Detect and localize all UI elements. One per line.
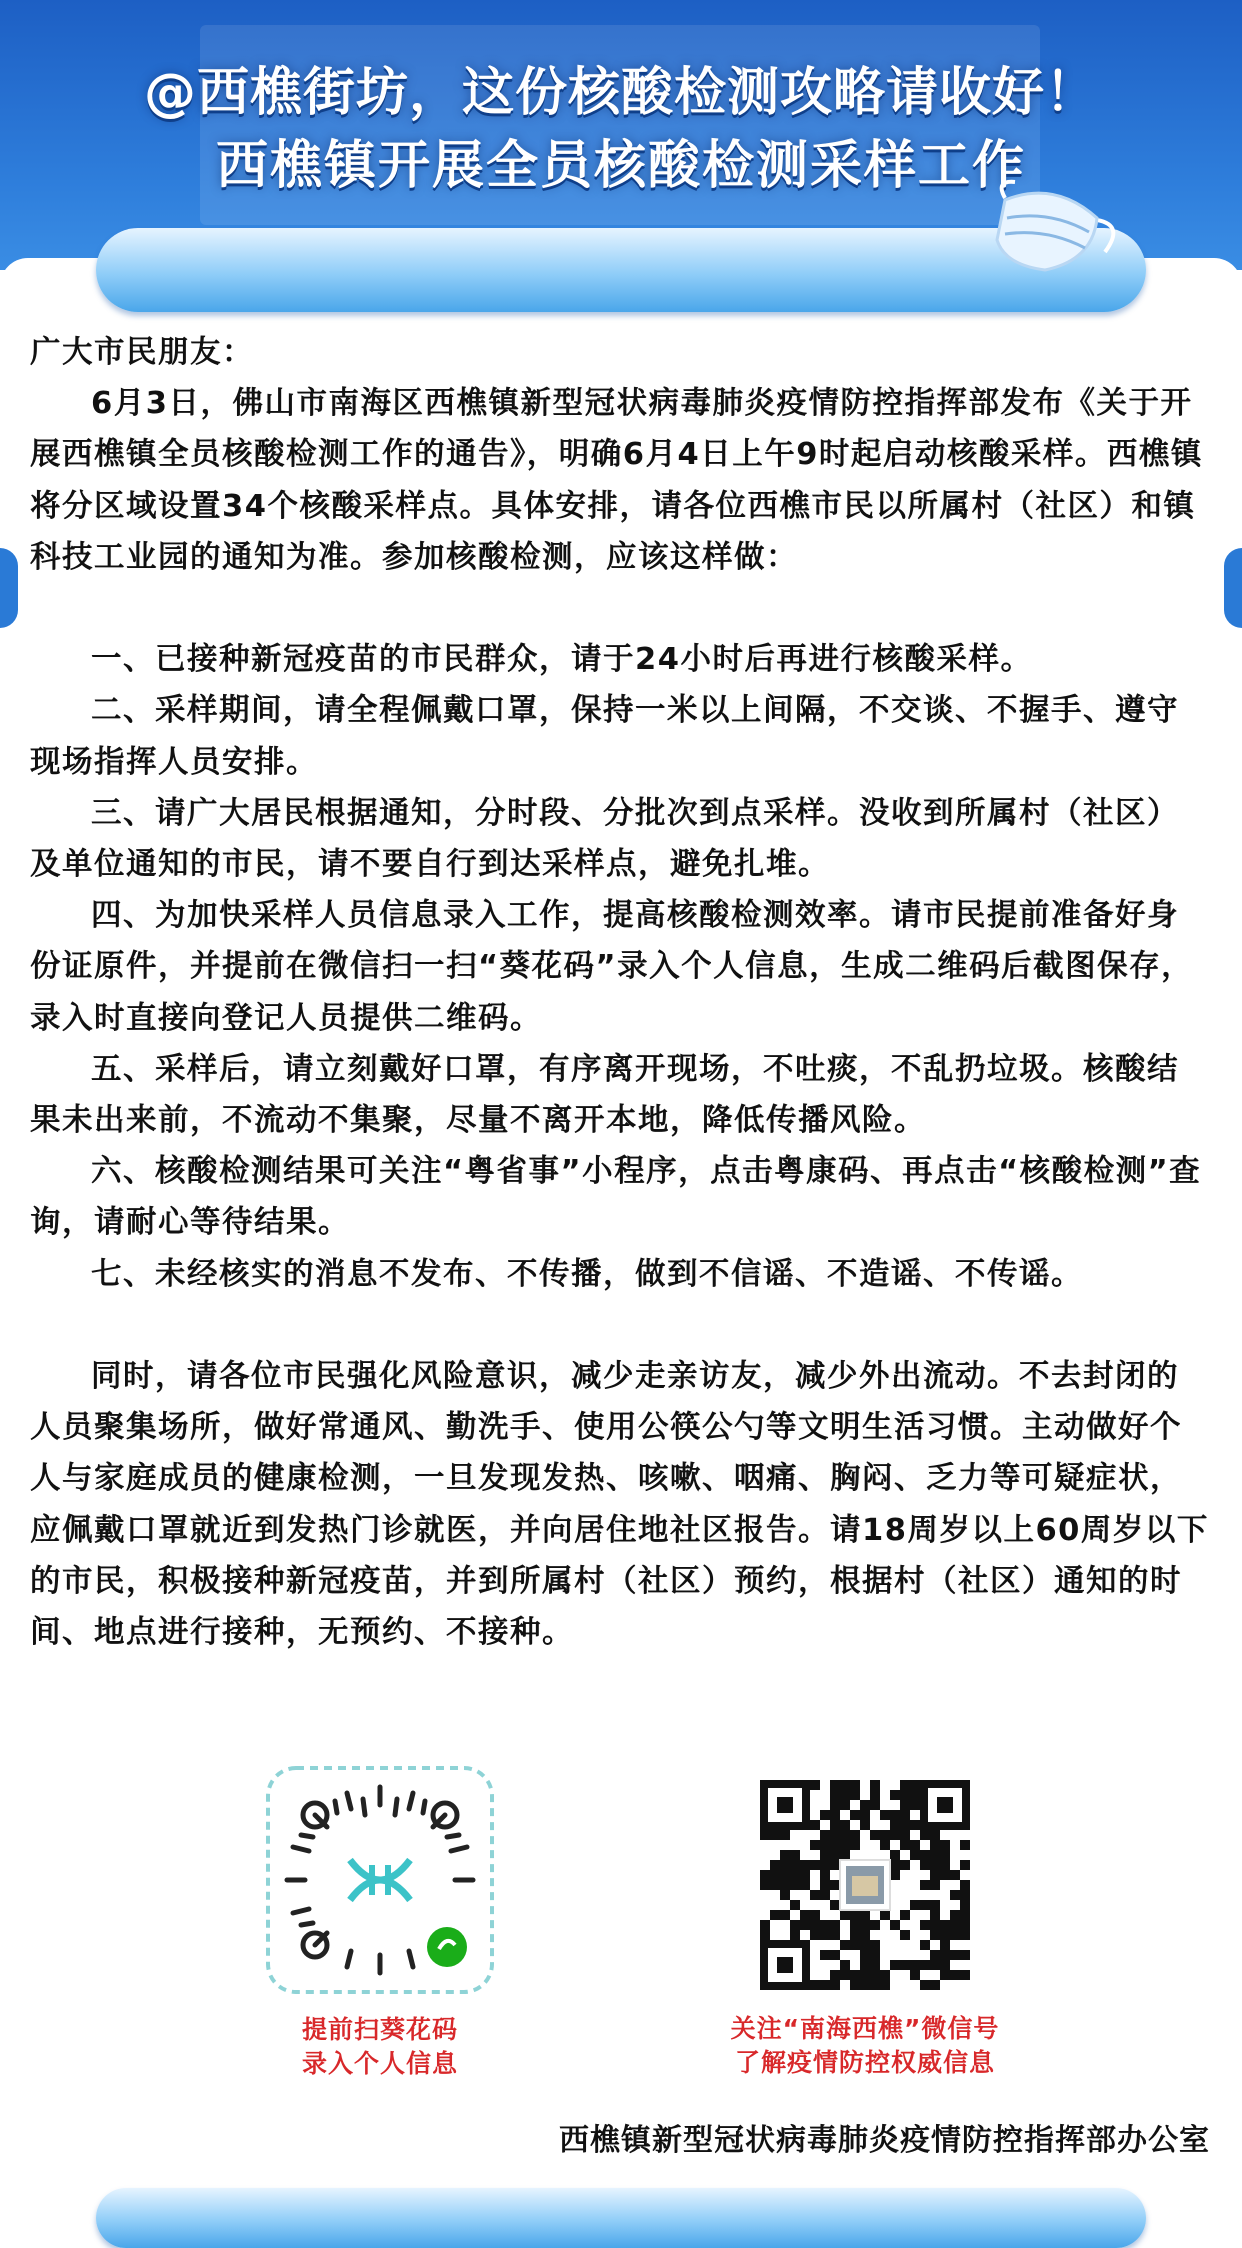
qr-module bbox=[840, 1800, 850, 1810]
qr-module bbox=[920, 1940, 930, 1950]
qr-module bbox=[770, 1910, 780, 1920]
qr-module bbox=[910, 1800, 920, 1810]
qr-module bbox=[960, 1840, 970, 1850]
qr-module bbox=[770, 1860, 780, 1870]
qr-module bbox=[930, 1840, 940, 1850]
qr-module bbox=[810, 1920, 820, 1930]
qr-module bbox=[960, 1890, 970, 1900]
qr-module bbox=[830, 1850, 840, 1860]
qr-module bbox=[930, 1900, 940, 1910]
qr-module bbox=[940, 1870, 950, 1880]
qr-module bbox=[920, 1830, 930, 1840]
qr-module bbox=[850, 1840, 860, 1850]
qr-module bbox=[900, 1830, 910, 1840]
qr-module bbox=[950, 1910, 960, 1920]
qr-module bbox=[830, 1840, 840, 1850]
list-item: 七、未经核实的消息不发布、不传播，做到不信谣、不造谣、不传谣。 bbox=[91, 1256, 1083, 1292]
qr-module bbox=[940, 1840, 950, 1850]
qr-module bbox=[780, 1870, 790, 1880]
qr-module bbox=[960, 1910, 970, 1920]
qr-module bbox=[950, 1920, 960, 1930]
qr-module bbox=[870, 1940, 880, 1950]
qr-module bbox=[950, 1870, 960, 1880]
qr-module bbox=[960, 1880, 970, 1890]
qr-module bbox=[910, 1960, 920, 1970]
qr-module bbox=[820, 1860, 830, 1870]
list-item: 一、已接种新冠疫苗的市民群众，请于24小时后再进行核酸采样。 bbox=[91, 642, 1033, 678]
qr-module bbox=[960, 1930, 970, 1940]
qr-module bbox=[910, 1970, 920, 1980]
mini-program-code-block bbox=[255, 1765, 505, 2081]
qr-module bbox=[760, 1930, 770, 1940]
list-item: 五、采样后，请立刻戴好口罩，有序离开现场，不吐痰，不乱扔垃圾。核酸结果未出来前，不流动不集聚，尽量不离开本地，降低传播风险。 bbox=[30, 1051, 1179, 1139]
qr-module bbox=[760, 1880, 770, 1890]
qr-module bbox=[910, 1840, 920, 1850]
qr-module bbox=[940, 1950, 950, 1960]
qr-module bbox=[960, 1860, 970, 1870]
qr-module bbox=[890, 1830, 900, 1840]
qr-module bbox=[900, 1820, 910, 1830]
qr-module bbox=[790, 1870, 800, 1880]
qr-module bbox=[920, 1920, 930, 1930]
qr-module bbox=[860, 1940, 870, 1950]
qr-module bbox=[860, 1930, 870, 1940]
qr-module bbox=[900, 1810, 910, 1820]
qr-module bbox=[830, 1980, 840, 1990]
qr-module bbox=[930, 1930, 940, 1940]
qr-module bbox=[870, 1920, 880, 1930]
qr-module bbox=[840, 1940, 850, 1950]
qr-module bbox=[930, 1960, 940, 1970]
wechat-caption-line2: 了解疫情防控权威信息 bbox=[734, 2048, 995, 2077]
qr-module bbox=[830, 1790, 840, 1800]
qr-module bbox=[770, 1830, 780, 1840]
qr-module bbox=[850, 1940, 860, 1950]
qr-module bbox=[910, 1900, 920, 1910]
qr-module bbox=[790, 1920, 800, 1930]
qr-module bbox=[910, 1820, 920, 1830]
qr-module bbox=[930, 1980, 940, 1990]
wechat-qr-code-icon[interactable] bbox=[760, 1780, 970, 1990]
qr-module bbox=[850, 1980, 860, 1990]
qr-module bbox=[890, 1920, 900, 1930]
qr-module bbox=[880, 1970, 890, 1980]
qr-module bbox=[790, 1860, 800, 1870]
qr-module bbox=[950, 1890, 960, 1900]
qr-module bbox=[800, 1880, 810, 1890]
bottom-ribbon-decoration bbox=[96, 2188, 1146, 2248]
qr-module bbox=[900, 1960, 910, 1970]
qr-module bbox=[780, 1850, 790, 1860]
qr-module bbox=[840, 1970, 850, 1980]
qr-module bbox=[900, 1860, 910, 1870]
qr-module bbox=[820, 1830, 830, 1840]
qr-module bbox=[820, 1840, 830, 1850]
face-mask-icon bbox=[985, 170, 1125, 280]
qr-module bbox=[830, 1970, 840, 1980]
qr-module bbox=[850, 1790, 860, 1800]
qr-module bbox=[960, 1950, 970, 1960]
qr-module bbox=[770, 1870, 780, 1880]
qr-module bbox=[920, 1860, 930, 1870]
list-item: 二、采样期间，请全程佩戴口罩，保持一米以上间隔，不交谈、不握手、遵守现场指挥人员安排。 bbox=[30, 693, 1179, 780]
notice-body bbox=[30, 327, 1210, 1658]
qr-module bbox=[790, 1850, 800, 1860]
left-side-decoration bbox=[0, 548, 18, 628]
qr-module bbox=[820, 1920, 830, 1930]
qr-module bbox=[810, 1890, 820, 1900]
qr-module bbox=[900, 1790, 910, 1800]
qr-module bbox=[920, 1850, 930, 1860]
qr-module bbox=[810, 1780, 820, 1790]
qr-module bbox=[870, 1980, 880, 1990]
qr-module bbox=[840, 1780, 850, 1790]
qr-module bbox=[760, 1920, 770, 1930]
qr-module bbox=[870, 1950, 880, 1960]
qr-module bbox=[830, 1780, 840, 1790]
qr-module bbox=[940, 1860, 950, 1870]
qr-module bbox=[920, 1980, 930, 1990]
mini-program-caption-line1: 提前扫葵花码 bbox=[301, 2015, 458, 2044]
qr-module bbox=[860, 1820, 870, 1830]
qr-module bbox=[890, 1820, 900, 1830]
qr-module bbox=[810, 1840, 820, 1850]
qr-module bbox=[800, 1860, 810, 1870]
qr-module bbox=[870, 1780, 880, 1790]
qr-module bbox=[850, 1830, 860, 1840]
page-subtitle: 西樵镇开展全员核酸检测采样工作 bbox=[215, 136, 1026, 196]
qr-module bbox=[840, 1830, 850, 1840]
qr-module bbox=[860, 1950, 870, 1960]
qr-module bbox=[940, 1920, 950, 1930]
mini-program-code-icon[interactable] bbox=[265, 1765, 495, 1995]
qr-module bbox=[860, 1800, 870, 1810]
qr-module bbox=[900, 1840, 910, 1850]
qr-module bbox=[840, 1790, 850, 1800]
intro-paragraph: 6月3日，佛山市南海区西樵镇新型冠状病毒肺炎疫情防控指挥部发布《关于开展西樵镇全员核酸检测工作的通告》，明确6月4日上午9时起启动核酸采样。西樵镇将分区域设置34个核酸采样点。具体安排，请各位西樵市民以所属村（社区）和镇科技工业园的通知为准。参加核酸检测，应该这样做： bbox=[30, 386, 1203, 575]
qr-module bbox=[830, 1830, 840, 1840]
qr-module bbox=[930, 1880, 940, 1890]
qr-module bbox=[910, 1790, 920, 1800]
qr-module bbox=[900, 1800, 910, 1810]
qr-module bbox=[830, 1920, 840, 1930]
qr-module bbox=[930, 1910, 940, 1920]
qr-module bbox=[860, 1980, 870, 1990]
list-item: 三、请广大居民根据通知，分时段、分批次到点采样。没收到所属村（社区）及单位通知的市民，请不要自行到达采样点，避免扎堆。 bbox=[30, 795, 1179, 883]
qr-module bbox=[870, 1970, 880, 1980]
qr-module bbox=[940, 1940, 950, 1950]
qr-module bbox=[900, 1780, 910, 1790]
wechat-caption-line1: 关注“南海西樵”微信号 bbox=[730, 2014, 1000, 2043]
qr-module bbox=[780, 1880, 790, 1890]
qr-module bbox=[950, 1970, 960, 1980]
qr-module bbox=[810, 1860, 820, 1870]
qr-module bbox=[890, 1870, 900, 1880]
qr-module bbox=[780, 1890, 790, 1900]
qr-module bbox=[940, 1930, 950, 1940]
qr-module bbox=[860, 1970, 870, 1980]
qr-module bbox=[800, 1920, 810, 1930]
qr-module bbox=[830, 1800, 840, 1810]
qr-module bbox=[900, 1930, 910, 1940]
qr-module bbox=[880, 1980, 890, 1990]
qr-module bbox=[960, 1970, 970, 1980]
qr-module bbox=[870, 1800, 880, 1810]
qr-module bbox=[930, 1870, 940, 1880]
qr-module bbox=[950, 1950, 960, 1960]
qr-module bbox=[810, 1930, 820, 1940]
qr-module bbox=[960, 1920, 970, 1930]
qr-module bbox=[830, 1930, 840, 1940]
qr-module bbox=[820, 1980, 830, 1990]
greeting: 广大市民朋友： bbox=[30, 335, 254, 370]
qr-module bbox=[830, 1820, 840, 1830]
qr-module bbox=[920, 1960, 930, 1970]
qr-module bbox=[870, 1790, 880, 1800]
qr-module bbox=[840, 1840, 850, 1850]
qr-module bbox=[930, 1850, 940, 1860]
qr-module bbox=[770, 1880, 780, 1890]
qr-module bbox=[850, 1920, 860, 1930]
qr-module bbox=[940, 1850, 950, 1860]
qr-module bbox=[830, 1880, 840, 1890]
qr-module bbox=[820, 1950, 830, 1960]
qr-module bbox=[870, 1960, 880, 1970]
qr-module bbox=[910, 1850, 920, 1860]
qr-module bbox=[880, 1840, 890, 1850]
qr-module bbox=[930, 1860, 940, 1870]
qr-module bbox=[820, 1930, 830, 1940]
qr-module bbox=[890, 1850, 900, 1860]
qr-module bbox=[800, 1910, 810, 1920]
list-item: 六、核酸检测结果可关注“粤省事”小程序，点击粤康码、再点击“核酸检测”查询，请耐心等待结果。 bbox=[30, 1154, 1202, 1241]
qr-module bbox=[760, 1830, 770, 1840]
qr-module bbox=[840, 1820, 850, 1830]
spacer bbox=[30, 583, 1210, 634]
qr-module bbox=[930, 1830, 940, 1840]
qr-module bbox=[840, 1850, 850, 1860]
qr-module bbox=[840, 1910, 850, 1920]
qr-module bbox=[850, 1780, 860, 1790]
qr-module bbox=[870, 1830, 880, 1840]
qr-module bbox=[830, 1950, 840, 1960]
qr-module bbox=[890, 1810, 900, 1820]
qr-module bbox=[820, 1850, 830, 1860]
qr-module bbox=[760, 1870, 770, 1880]
qr-module bbox=[850, 1930, 860, 1940]
qr-module bbox=[910, 1780, 920, 1790]
qr-module bbox=[820, 1870, 830, 1880]
qr-module bbox=[880, 1910, 890, 1920]
qr-module bbox=[810, 1910, 820, 1920]
qr-module bbox=[900, 1910, 910, 1920]
right-side-decoration bbox=[1224, 548, 1242, 628]
qr-module bbox=[790, 1900, 800, 1910]
qr-module bbox=[840, 1960, 850, 1970]
qr-module bbox=[940, 1960, 950, 1970]
qr-module bbox=[930, 1950, 940, 1960]
qr-module bbox=[820, 1890, 830, 1900]
qr-module bbox=[780, 1860, 790, 1870]
qr-module bbox=[860, 1810, 870, 1820]
list-item: 四、为加快采样人员信息录入工作，提高核酸检测效率。请市民提前准备好身份证原件，并提前在微信扫一扫“葵花码”录入个人信息，生成二维码后截图保存，录入时直接向登记人员提供二维码。 bbox=[30, 898, 1194, 1036]
qr-module bbox=[810, 1820, 820, 1830]
issuer-signature: 西樵镇新型冠状病毒肺炎疫情防控指挥部办公室 bbox=[559, 2123, 1210, 2158]
qr-module bbox=[930, 1920, 940, 1930]
qr-module bbox=[790, 1880, 800, 1890]
closing-paragraph: 同时，请各位市民强化风险意识，减少走亲访友，减少外出流动。不去封闭的人员聚集场所，做好常通风、勤洗手、使用公筷公勺等文明生活习惯。主动做好个人与家庭成员的健康检测，一旦发现发热、咳嗽、咽痛、胸闷、乏力等可疑症状，应佩戴口罩就近到发热门诊就医，并向居住地社区报告。请18周岁以上60周岁以下的市民，积极接种新冠疫苗，并到所属村（社区）预约，根据村（社区）通知的时间、地点进行接种，无预约、不接种。 bbox=[30, 1359, 1209, 1651]
qr-module bbox=[890, 1960, 900, 1970]
qr-module bbox=[790, 1930, 800, 1940]
qr-module bbox=[810, 1980, 820, 1990]
qr-module bbox=[850, 1910, 860, 1920]
spacer bbox=[30, 1300, 1210, 1351]
qr-module bbox=[800, 1870, 810, 1880]
qr-module bbox=[890, 1860, 900, 1870]
qr-module bbox=[890, 1790, 900, 1800]
qr-module bbox=[780, 1910, 790, 1920]
qr-module bbox=[820, 1880, 830, 1890]
qr-module bbox=[830, 1860, 840, 1870]
qr-module bbox=[950, 1930, 960, 1940]
qr-module bbox=[850, 1810, 860, 1820]
mini-program-caption-line2: 录入个人信息 bbox=[301, 2049, 458, 2078]
qr-module bbox=[830, 1810, 840, 1820]
qr-module bbox=[780, 1830, 790, 1840]
qr-module bbox=[880, 1830, 890, 1840]
qr-module bbox=[830, 1900, 840, 1910]
qr-module bbox=[850, 1970, 860, 1980]
qr-module bbox=[940, 1970, 950, 1980]
wechat-qr-block bbox=[700, 1780, 1030, 2080]
qr-module bbox=[880, 1810, 890, 1820]
qr-module bbox=[860, 1920, 870, 1930]
qr-module bbox=[960, 1900, 970, 1910]
qr-module bbox=[860, 1910, 870, 1920]
qr-module bbox=[820, 1810, 830, 1820]
qr-module bbox=[860, 1960, 870, 1970]
qr-module bbox=[920, 1900, 930, 1910]
qr-module bbox=[920, 1880, 930, 1890]
page-title: @西樵街坊，这份核酸检测攻略请收好！ bbox=[143, 63, 1098, 123]
